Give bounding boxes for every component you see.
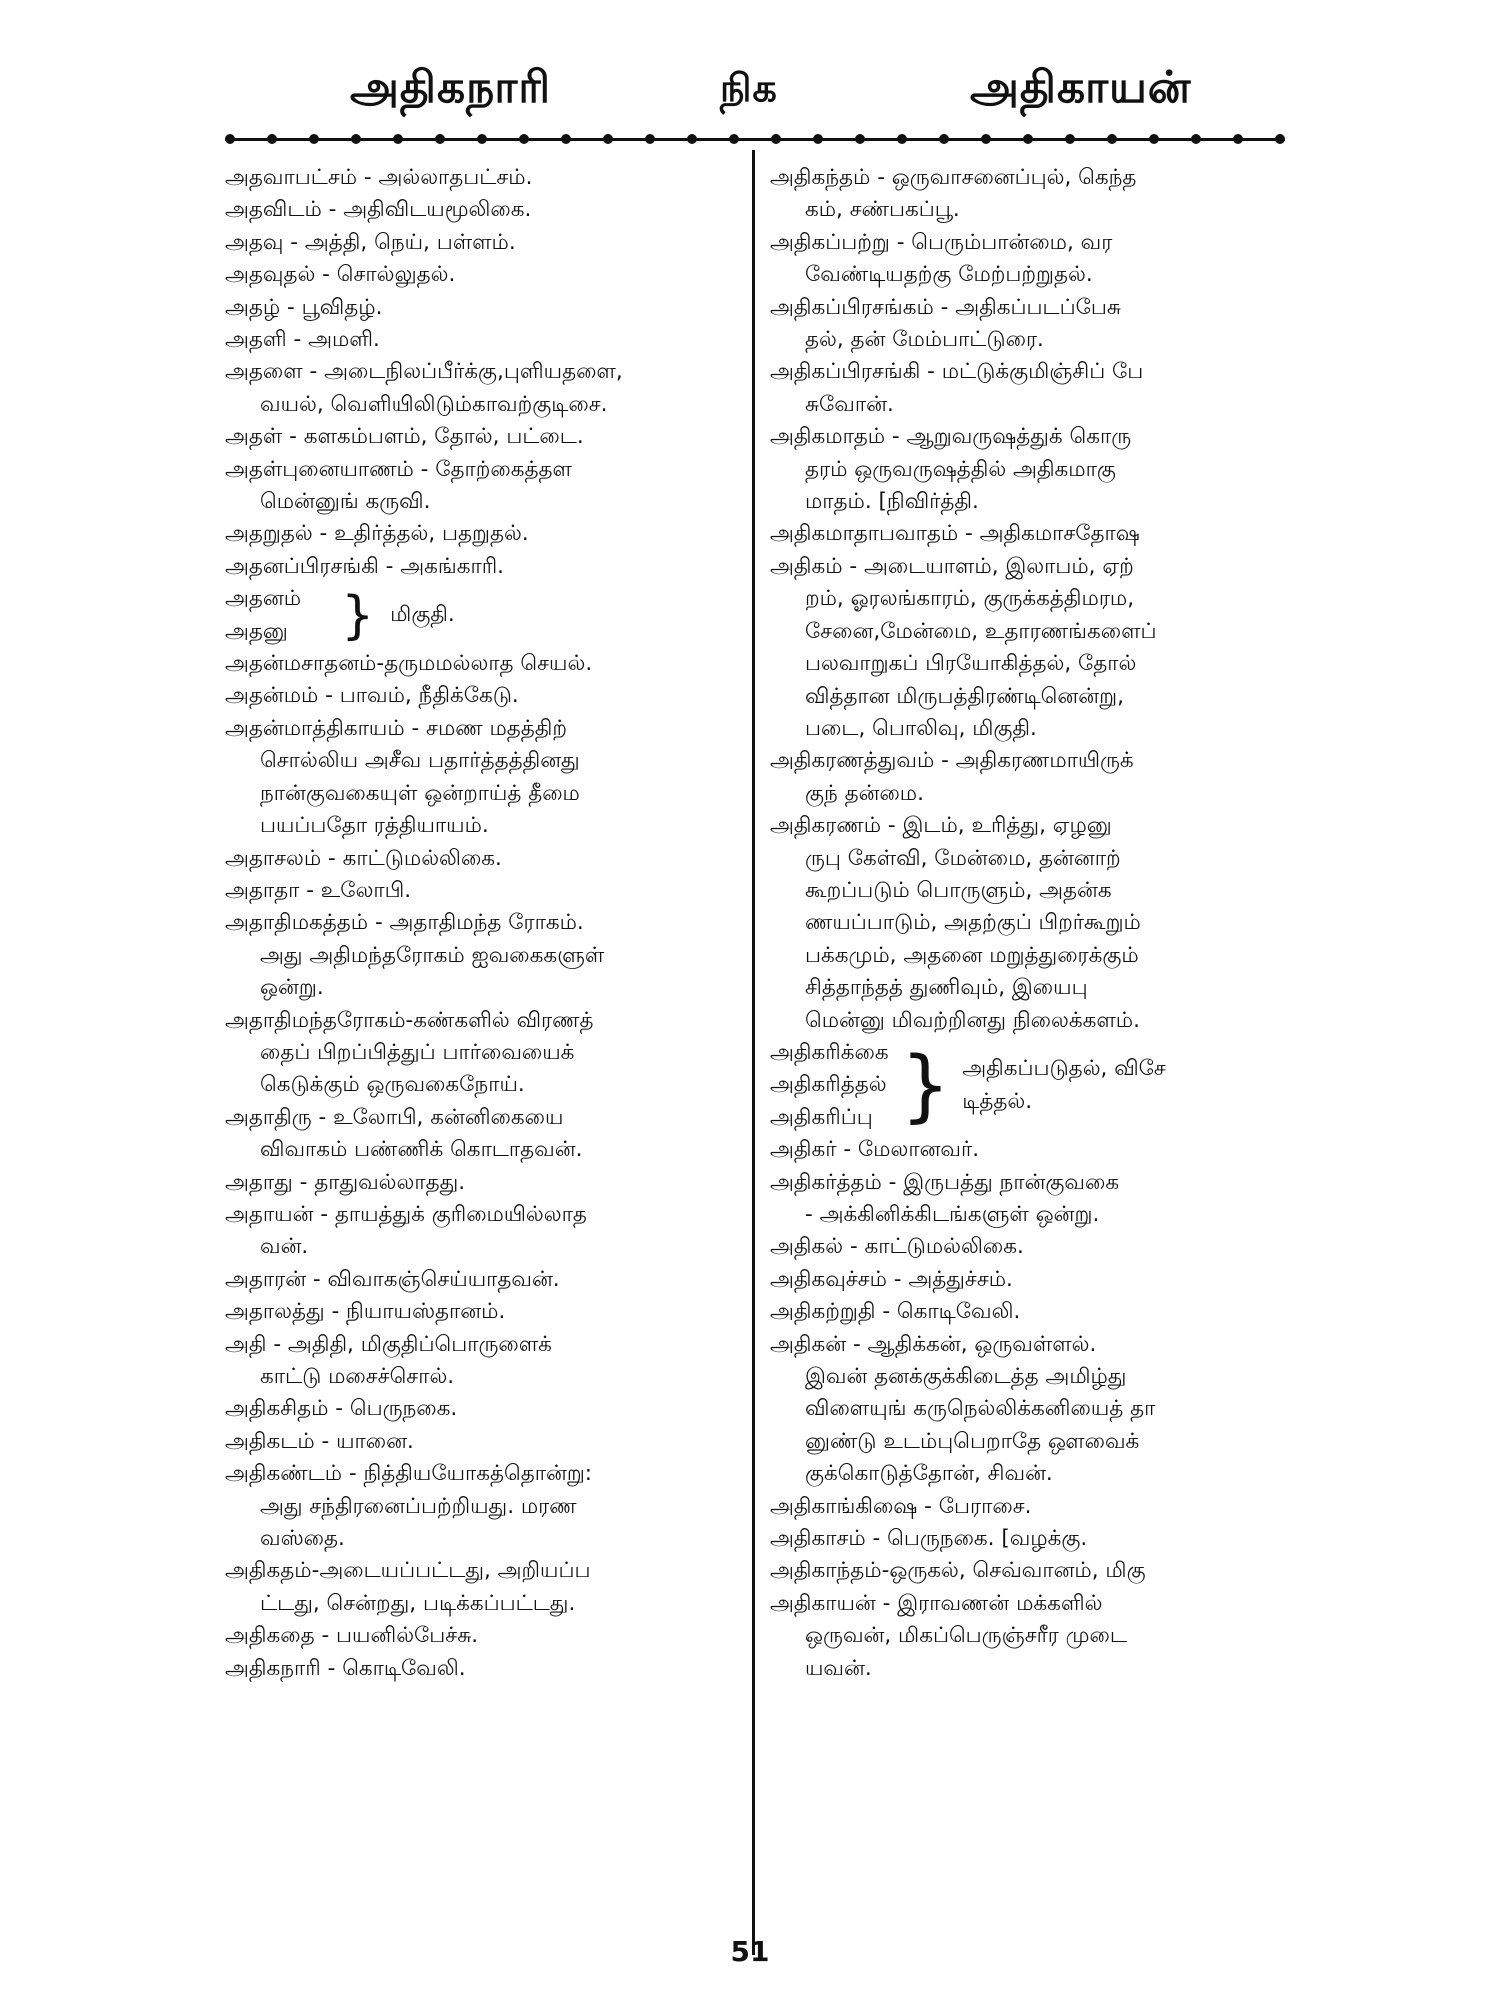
entry-continuation: குக்கொடுத்தோன், சிவன். bbox=[805, 1461, 1053, 1487]
rule-dot bbox=[309, 134, 319, 144]
brace-term: அதிகரிப்பு bbox=[770, 1104, 873, 1130]
dictionary-entry bbox=[225, 1264, 750, 1296]
entry-line: அதிகர் - மேலானவர். bbox=[770, 1137, 980, 1163]
entry-continuation: அது அதிமந்தரோகம் ஐவகைகளுள் bbox=[260, 942, 605, 968]
dictionary-entry bbox=[770, 1588, 1295, 1685]
rule-dot bbox=[435, 134, 445, 144]
entry-line: அதிகமாதாபவாதம் - அதிகமாசதோஷ bbox=[770, 521, 1140, 547]
entry-line: அதிகாங்கிஷை - பேராசை. bbox=[770, 1493, 1032, 1519]
rule-dot bbox=[1191, 134, 1201, 144]
entry-line: அதிகாந்தம்-ஒருகல், செவ்வானம், மிகு bbox=[770, 1558, 1146, 1584]
entry-continuation: ஒருவன், மிகப்பெருஞ்சரீர முடை bbox=[805, 1623, 1127, 1649]
entry-line: அதிகாயன் - இராவணன் மக்களில் bbox=[770, 1590, 1103, 1616]
dictionary-entry bbox=[770, 292, 1295, 357]
dictionary-entry bbox=[225, 1620, 750, 1652]
curly-brace: } bbox=[341, 585, 375, 646]
dictionary-entry bbox=[770, 1523, 1295, 1555]
ornamental-rule bbox=[225, 128, 1285, 150]
dictionary-entry bbox=[225, 1005, 750, 1102]
dictionary-entry bbox=[225, 259, 750, 291]
entry-line: அதாதிமகத்தம் - அதாதிமந்த ரோகம். bbox=[225, 910, 584, 936]
dictionary-entry bbox=[770, 1555, 1295, 1587]
rule-dot bbox=[897, 134, 907, 144]
dictionary-entry bbox=[225, 227, 750, 259]
right-entries bbox=[770, 162, 1295, 1037]
rule-dot bbox=[1107, 134, 1117, 144]
dictionary-entry bbox=[770, 1231, 1295, 1263]
dictionary-entry bbox=[225, 1393, 750, 1425]
dictionary-entry bbox=[770, 551, 1295, 745]
entry-continuation: அது சந்திரனைப்பற்றியது. மரண bbox=[260, 1493, 577, 1519]
brace-terms bbox=[770, 1037, 889, 1134]
dictionary-entry bbox=[225, 907, 750, 1004]
entry-line: அதிகன் - ஆதிக்கன், ஒருவள்ளல். bbox=[770, 1331, 1097, 1357]
entry-line: அதவு - அத்தி, நெய், பள்ளம். bbox=[225, 229, 516, 255]
dictionary-entry bbox=[225, 1102, 750, 1167]
entry-line: அதி - அதிதி, மிகுதிப்பொருளைக் bbox=[225, 1331, 552, 1357]
entry-continuation: தைப் பிறப்பித்துப் பார்வையைக் bbox=[260, 1039, 575, 1065]
dictionary-entry bbox=[225, 680, 750, 712]
dictionary-entry bbox=[770, 356, 1295, 421]
rule-dot bbox=[645, 134, 655, 144]
entry-continuation: சித்தாந்தத் துணிவும், இயைபு bbox=[805, 975, 1088, 1001]
entry-continuation: னுண்டு உடம்புபெறாதே ஔவைக் bbox=[805, 1428, 1140, 1454]
dictionary-entry bbox=[225, 713, 750, 843]
entry-line: அதளி - அமளி. bbox=[225, 327, 380, 353]
entry-continuation: குந் தன்மை. bbox=[805, 780, 924, 806]
entry-continuation: சொல்லிய அசீவ பதார்த்தத்தினது bbox=[260, 748, 580, 774]
entry-line: அதிகரணம் - இடம், உரித்து, ஏழனு bbox=[770, 813, 1112, 839]
dictionary-entry bbox=[225, 421, 750, 453]
entry-continuation: வித்தான மிருபத்திரண்டினென்று, bbox=[805, 683, 1124, 709]
rule-dot bbox=[1065, 134, 1075, 144]
entry-line: அதாதா - உலோபி. bbox=[225, 877, 412, 903]
entry-continuation: மாதம். [நிவிர்த்தி. bbox=[805, 489, 979, 515]
brace-definition: மிகுதி. bbox=[390, 602, 455, 628]
rule-dot bbox=[267, 134, 277, 144]
rule-dot bbox=[855, 134, 865, 144]
entry-line: அதனப்பிரசங்கி - அகங்காரி. bbox=[225, 553, 505, 579]
brace-term: அதனம் bbox=[225, 586, 302, 612]
dictionary-entry bbox=[225, 454, 750, 519]
entry-line: அதிகற்றுதி - கொடிவேலி. bbox=[770, 1299, 1021, 1325]
dictionary-entry bbox=[770, 162, 1295, 227]
entry-continuation: கெடுக்கும் ஒருவகைநோய். bbox=[260, 1072, 525, 1098]
entry-line: அதழ் - பூவிதழ். bbox=[225, 294, 383, 320]
rule-dot bbox=[771, 134, 781, 144]
brace-terms bbox=[225, 583, 301, 648]
brace-term: அதிகரித்தல் bbox=[770, 1072, 887, 1098]
entry-continuation: இவன் தனக்குக்கிடைத்த அமிழ்து bbox=[805, 1364, 1127, 1389]
dictionary-entry bbox=[770, 227, 1295, 292]
entry-continuation: ருபு கேள்வி, மேன்மை, தன்னாற் bbox=[805, 845, 1121, 871]
entry-continuation: கம், சண்பகப்பூ. bbox=[805, 197, 960, 223]
entry-continuation: படை, பொலிவு, மிகுதி. bbox=[805, 715, 1037, 741]
entry-line: அதிகசிதம் - பெருநகை. bbox=[225, 1396, 458, 1422]
dictionary-entry bbox=[225, 648, 750, 680]
entry-line: அதாது - தாதுவல்லாதது. bbox=[225, 1169, 466, 1195]
dictionary-entry bbox=[225, 292, 750, 324]
entry-line: அதிகப்பற்று - பெரும்பான்மை, வர bbox=[770, 229, 1113, 255]
entry-continuation: நான்குவகையுள் ஒன்றாய்த் தீமை bbox=[260, 780, 580, 806]
dictionary-entry bbox=[225, 518, 750, 550]
dictionary-entry bbox=[225, 1167, 750, 1199]
entry-continuation: பக்கமும், அதனை மறுத்துரைக்கும் bbox=[805, 942, 1139, 968]
entry-line: அதிகதை - பயனில்பேச்சு. bbox=[225, 1623, 479, 1649]
entry-continuation: சுவோன். bbox=[805, 391, 894, 417]
dictionary-entry bbox=[225, 875, 750, 907]
entry-line: அதன்மசாதனம்-தருமமல்லாத செயல். bbox=[225, 651, 593, 677]
dictionary-entry bbox=[770, 1264, 1295, 1296]
entry-continuation: வஸ்தை. bbox=[260, 1526, 345, 1552]
rule-dot bbox=[1275, 134, 1285, 144]
page-number: 51 bbox=[730, 1935, 770, 1968]
dictionary-entry bbox=[770, 1167, 1295, 1232]
dictionary-entry bbox=[225, 324, 750, 356]
entry-continuation: ஒன்று. bbox=[260, 975, 324, 1001]
rule-dot bbox=[477, 134, 487, 144]
entry-line: அதிகாசம் - பெருநகை. [வழக்கு. bbox=[770, 1526, 1088, 1552]
brace-term: அதிகரிக்கை bbox=[770, 1039, 889, 1065]
entry-line: அதிகம் - அடையாளம், இலாபம், ஏற் bbox=[770, 553, 1134, 579]
rule-dots bbox=[225, 128, 1285, 144]
entry-continuation: தல், தன் மேம்பாட்டுரை. bbox=[805, 327, 1044, 353]
entry-line: அதிகர்த்தம் - இருபத்து நான்குவகை bbox=[770, 1169, 1120, 1195]
entry-line: அதள்புனையாணம் - தோற்கைத்தள bbox=[225, 456, 572, 482]
dictionary-entry bbox=[225, 356, 750, 421]
entry-continuation: சேனை,மேன்மை, உதாரணங்களைப் bbox=[805, 618, 1157, 644]
dictionary-entry bbox=[225, 551, 750, 583]
entry-line: அதாதிமந்தரோகம்-கண்களில் விரணத் bbox=[225, 1007, 594, 1033]
entry-line: அதிகடம் - யானை. bbox=[225, 1428, 414, 1454]
rule-dot bbox=[561, 134, 571, 144]
right-entries-continued bbox=[770, 1134, 1295, 1685]
left-guide-word: அதிகநாரி bbox=[350, 62, 551, 113]
dictionary-entry bbox=[225, 194, 750, 226]
rule-dot bbox=[687, 134, 697, 144]
left-column bbox=[225, 162, 750, 1685]
entry-line: அதிகதம்-அடையப்பட்டது, அறியப்ப bbox=[225, 1558, 591, 1584]
brace-term: அதனு bbox=[225, 618, 288, 644]
rule-dot bbox=[351, 134, 361, 144]
dictionary-entry bbox=[225, 1199, 750, 1264]
brace-definition-line: அதிகப்படுதல், விசே bbox=[962, 1056, 1166, 1082]
page-code: நிக bbox=[720, 66, 778, 110]
dictionary-entry bbox=[225, 1555, 750, 1620]
rule-dot bbox=[1149, 134, 1159, 144]
left-entries-continued bbox=[225, 648, 750, 1685]
dictionary-entry bbox=[225, 1296, 750, 1328]
dictionary-entry bbox=[770, 518, 1295, 550]
entry-continuation: விவாகம் பண்ணிக் கொடாதவன். bbox=[260, 1137, 583, 1163]
entry-continuation: றம், ஓரலங்காரம், குருக்கத்திமரம, bbox=[805, 586, 1135, 612]
entry-continuation: காட்டு மசைச்சொல். bbox=[260, 1364, 455, 1390]
entry-line: அதிகவுச்சம் - அத்துச்சம். bbox=[770, 1266, 1013, 1292]
rule-dot bbox=[519, 134, 529, 144]
dictionary-entry bbox=[225, 1426, 750, 1458]
entry-continuation: ணயப்பாடும், அதற்குப் பிறர்கூறும் bbox=[805, 910, 1141, 936]
entry-line: அதிகநாரி - கொடிவேலி. bbox=[225, 1655, 466, 1681]
rule-dot bbox=[1233, 134, 1243, 144]
dictionary-entry bbox=[770, 745, 1295, 810]
dictionary-entry bbox=[770, 1491, 1295, 1523]
dictionary-entry bbox=[225, 162, 750, 194]
entry-line: அதிகரணத்துவம் - அதிகரணமாயிருக் bbox=[770, 748, 1134, 774]
entry-continuation: வேண்டியதற்கு மேற்பற்றுதல். bbox=[805, 262, 1093, 288]
rule-dot bbox=[729, 134, 739, 144]
entry-continuation: கூறப்படும் பொருளும், அதன்க bbox=[805, 877, 1112, 903]
entry-line: அதிகல் - காட்டுமல்லிகை. bbox=[770, 1234, 1024, 1260]
brace-group-right bbox=[770, 1037, 1295, 1134]
entry-line: அதன்மம் - பாவம், நீதிக்கேடு. bbox=[225, 683, 519, 709]
dictionary-entry bbox=[770, 810, 1295, 1037]
left-entries bbox=[225, 162, 750, 583]
right-column bbox=[770, 162, 1295, 1685]
rule-dot bbox=[939, 134, 949, 144]
entry-line: அதவுதல் - சொல்லுதல். bbox=[225, 262, 456, 288]
entry-continuation: யவன். bbox=[805, 1655, 872, 1681]
entry-line: அதவாபட்சம் - அல்லாதபட்சம். bbox=[225, 165, 533, 190]
dictionary-entry bbox=[770, 1296, 1295, 1328]
rule-dot bbox=[813, 134, 823, 144]
dictionary-entry bbox=[770, 1329, 1295, 1491]
rule-dot bbox=[393, 134, 403, 144]
entry-line: அதறுதல் - உதிர்த்தல், பதறுதல். bbox=[225, 521, 529, 547]
entry-line: அதவிடம் - அதிவிடயமூலிகை. bbox=[225, 197, 532, 223]
dictionary-entry bbox=[770, 1134, 1295, 1166]
rule-dot bbox=[603, 134, 613, 144]
entry-continuation: ட்டது, சென்றது, படிக்கப்பட்டது. bbox=[260, 1590, 576, 1616]
entry-line: அதிகப்பிரசங்கம் - அதிகப்படப்பேசு bbox=[770, 294, 1121, 320]
right-guide-word: அதிகாயன் bbox=[970, 62, 1192, 113]
entry-line: அதாசலம் - காட்டுமல்லிகை. bbox=[225, 845, 502, 871]
entry-line: அதாதிரு - உலோபி, கன்னிகையை bbox=[225, 1104, 564, 1130]
brace-definition bbox=[962, 1053, 1166, 1118]
curly-brace: } bbox=[900, 1040, 951, 1131]
entry-continuation: மென்னுங் கருவி. bbox=[260, 489, 431, 515]
entry-line: அதாயன் - தாயத்துக் குரிமையில்லாத bbox=[225, 1201, 587, 1227]
dictionary-entry bbox=[225, 1329, 750, 1394]
rule-dot bbox=[225, 134, 235, 144]
rule-dot bbox=[1023, 134, 1033, 144]
entry-continuation: வன். bbox=[260, 1234, 309, 1260]
brace-group-left bbox=[225, 583, 750, 648]
entry-continuation: தரம் ஒருவருஷத்தில் அதிகமாகு bbox=[805, 456, 1116, 482]
entry-continuation: வயல், வெளியிலிடும்காவற்குடிசை. bbox=[260, 391, 608, 417]
dictionary-entry bbox=[770, 421, 1295, 518]
entry-line: அதிகப்பிரசங்கி - மட்டுக்குமிஞ்சிப் பே bbox=[770, 359, 1144, 385]
entry-continuation: மென்னு மிவற்றினது நிலைக்களம். bbox=[805, 1007, 1140, 1033]
rule-dot bbox=[981, 134, 991, 144]
dictionary-entry bbox=[225, 843, 750, 875]
entry-line: அதன்மாத்திகாயம் - சமண மதத்திற் bbox=[225, 715, 568, 741]
entry-line: அதளை - அடைநிலப்பீர்க்கு,புளியதளை, bbox=[225, 359, 623, 385]
column-divider bbox=[752, 150, 755, 1955]
entry-continuation: விளையுங் கருநெல்லிக்கனியைத் தா bbox=[805, 1396, 1156, 1422]
entry-continuation: - அக்கினிக்கிடங்களுள் ஒன்று. bbox=[805, 1201, 1100, 1227]
entry-line: அதிகந்தம் - ஒருவாசனைப்புல், கெந்த bbox=[770, 165, 1137, 190]
entry-line: அதிகமாதம் - ஆறுவருஷத்துக் கொரு bbox=[770, 424, 1132, 450]
dictionary-entry bbox=[225, 1458, 750, 1555]
entry-line: அதாலத்து - நியாயஸ்தானம். bbox=[225, 1299, 506, 1325]
dictionary-entry bbox=[225, 1653, 750, 1685]
running-header bbox=[0, 62, 1500, 132]
entry-continuation: பலவாறுகப் பிரயோகித்தல், தோல் bbox=[805, 651, 1137, 677]
brace-definition-line: டித்தல். bbox=[962, 1088, 1033, 1114]
entry-continuation: பயப்பதோ ரத்தியாயம். bbox=[260, 813, 489, 839]
entry-line: அதள் - களகம்பளம், தோல், பட்டை. bbox=[225, 424, 584, 450]
entry-line: அதாரன் - விவாகஞ்செய்யாதவன். bbox=[225, 1266, 560, 1292]
entry-line: அதிகண்டம் - நித்தியயோகத்தொன்று: bbox=[225, 1461, 593, 1487]
